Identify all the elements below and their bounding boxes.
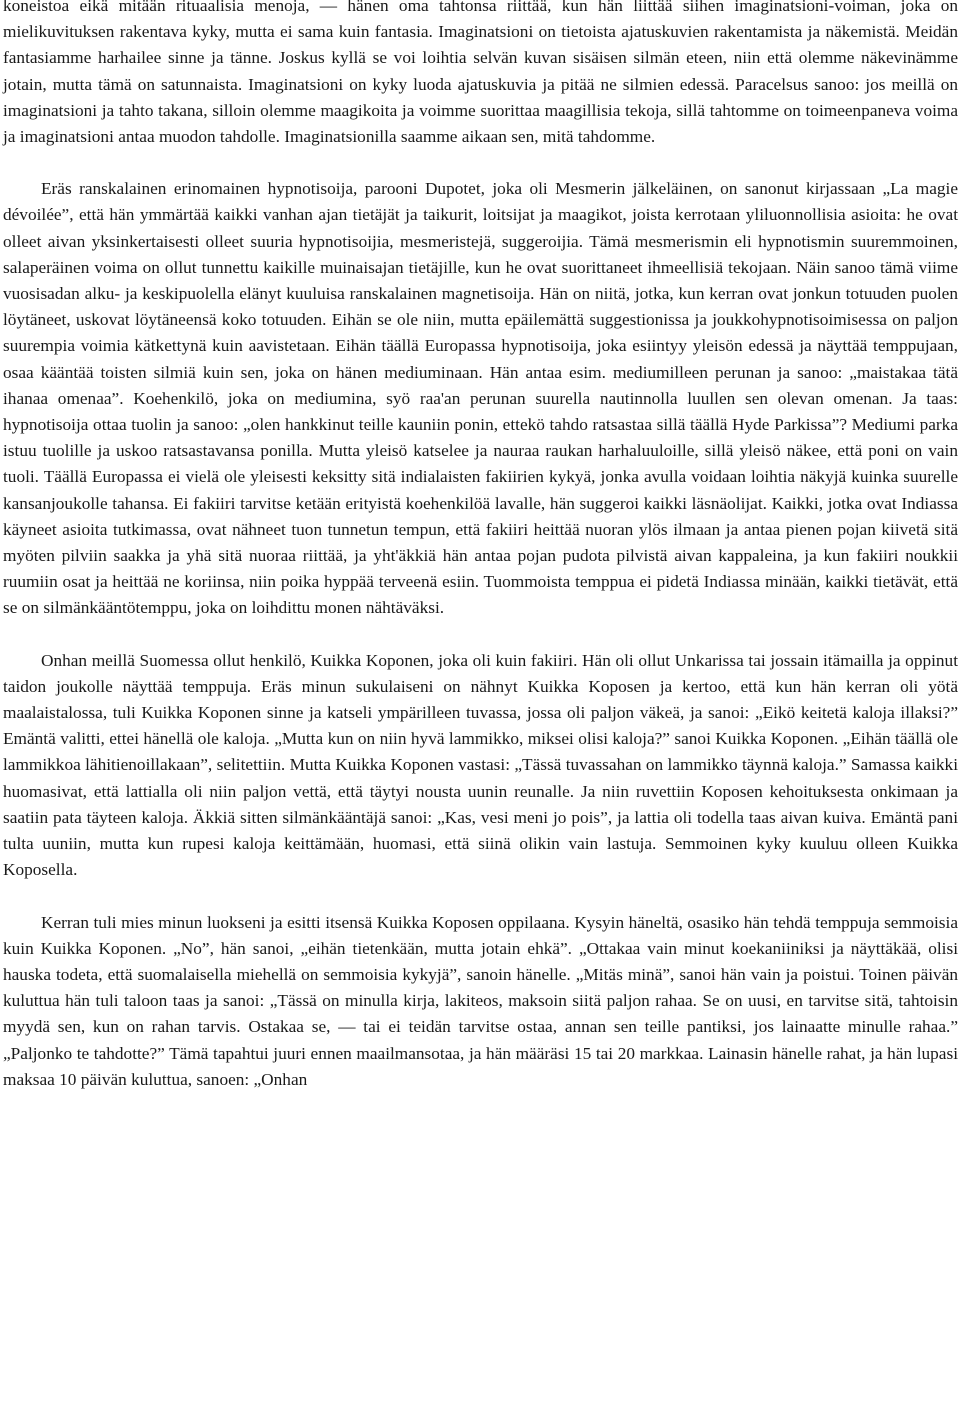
paragraph-4: Kerran tuli mies minun luokseni ja esitti itsensä Kuikka Koposen oppilaana. Kysyin häneltä, osasiko hän tehdä temppuja semmoisia kuin Kuikka Koponen. „No”, hän sanoi, „eihän tietenkään, mutta jotain ehkä”. „Ottakaa vain minut koekaniiniksi ja näyttäkää, olisi hauska todeta, että suomalaisella miehellä on semmoisia kykyjä”, sanoin hänelle. „Mitäs minä”, sanoi hän vain ja poistui. Toinen päivän kuluttua hän tuli taloon taas ja sanoi: „Tässä on minulla kirja, lakiteos, maksoin siitä paljon rahaa. Se on uusi, en tarvitse sitä, tahtoisin myydä sen, kun on rahan tarvis. Ostakaa se, — tai ei teidän tarvitse ostaa, annan sen teille pantiksi, jos lainaatte minulle rahaa.” „Paljonko te tahdotte?” Tämä tapahtui juuri ennen maailmansotaa, ja hän määräsi 15 tai 20 markkaa. Lainasin hänelle rahat, ja hän lupasi maksaa 10 päivän kuluttua, sanoen: „Onhan	[3, 912, 958, 1089]
paragraph-3: Onhan meillä Suomessa ollut henkilö, Kuikka Koponen, joka oli kuin fakiiri. Hän oli ollut Unkarissa tai jossain itämailla ja oppinut taidon joukolle näyttää temppuja. Eräs minun sukulaiseni on nähnyt Kuikka Koposen ja kertoo, että kun hän kerran oli yötä maalaistalossa, tuli Kuikka Koponen sinne ja katseli ympärilleen tuvassa, jossa oli paljon väkeä, ja sanoi: „Eikö keitetä kaloja illaksi?” Emäntä valitti, ettei hänellä ole kaloja. „Mutta kun on niin hyvä lammikko, miksei olisi kaloja?” sanoi Kuikka Koponen. „Eihän täällä ole lammikkoa lähitienoillakaan”, selitettiin. Mutta Kuikka Koponen vastasi: „Tässä tuvassahan on lammikko täynnä kaloja.” Samassa kaikki huomasivat, että lattialla oli niin paljon vettä, että täytyi nousta uunin reunalle. Ja niin ruvettiin Koposen kehoituksesta onkimaan ja saatiin pata täyteen kaloja. Äkkiä sitten silmänkääntäjä sanoi: „Kas, vesi meni jo pois”, ja lattia oli todella taas aivan kuiva. Emäntä pani tulta uuniin, mutta kun rupesi kaloja keittämään, huomasi, että siinä olikin vain lastuja. Semmoinen kyky kuuluu olleen Kuikka Koposella.	[3, 650, 958, 880]
paragraph-1: koneistoa eikä mitään rituaalisia menoja, — hänen oma tahtonsa riittää, kun hän liittää siihen imaginatsioni-voiman, joka on mielikuvituksen rakentava kyky, mutta ei sama kuin fantasia. Imaginatsioni on tietoista ajatuskuvien rakentamista ja näkemistä. Meidän fantasiamme harhailee sinne ja tänne. Joskus kyllä se voi loihtia selvän kuvan sisäisen silmän eteen, niin että olemme näkevinämme jotain, mutta tämä on satunnaista. Imaginatsioni on kyky luoda ajatuskuvia ja pitää ne silmien edessä. Paracelsus sanoo: jos meillä on imaginatsioni ja tahto takana, silloin olemme maagikoita ja voimme suorittaa maagillisia tekoja, sillä tahtomme on toimeenpaneva voima ja imaginatsioni antaa muodon tahdolle. Imaginatsionilla saamme aikaan sen, mitä tahdomme.	[3, 0, 958, 147]
document-page	[3, 0, 958, 1093]
paragraph-2: Eräs ranskalainen erinomainen hypnotisoija, parooni Dupotet, joka oli Mesmerin jälkeläinen, on sanonut kirjassaan „La magie dévoilée”, että hän ymmärtää kaikki vanhan ajan tietäjät ja taikurit, loitsijat ja maagikot, joista kerrotaan yliluonnollisia asioita: he ovat olleet aivan yksinkertaisesti olleet suuria hypnotisoijia, mesmeristejä, suggeroijia. Tämä mesmerismin eli hypnotismin suuremmoinen, salaperäinen voima on ollut tunnettu kaikille muinaisajan tietäjille, kun he ovat suorittaneet ihmeellisiä tekojaan. Näin sanoo tämä viime vuosisadan alku- ja keskipuolella elänyt kuuluisa ranskalainen magnetisoija. Hän on niitä, jotka, kun kerran ovat jonkun totuuden puolen löytäneet, uskovat löytäneensä koko totuuden. Eihän se ole niin, mutta epäilemättä suggestionissa ja joukkohypnotisoimisessa on paljon suurempia voimia kätkettynä kuin aavistetaan. Eihän täällä Europassa hypnotisoija, joka esiintyy yleisön edessä ja näyttää temppujaan, osaa kääntää toisten silmiä kuin sen, joka on hänen mediuminaan. Hän antaa esim. mediumilleen perunan ja sanoo: „maistakaa tätä ihanaa omenaa”. Koehenkilö, joka on mediumina, syö raa'an perunan suurella nautinnolla luullen sen olevan omenan. Ja taas: hypnotisoija ottaa tuolin ja sanoo: „olen hankkinut teille kauniin ponin, ettekö tahdo ratsastaa sillä täällä Hyde Parkissa”? Mediumi parka istuu tuolille ja uskoo ratsastavansa ponilla. Mutta yleisö katselee ja nauraa raukan harhaluuloille, sillä yleisö näkee, että poni on vain tuoli. Täällä Europassa ei vielä ole yleisesti keksitty sitä indialaisten fakiirien kykyä, jonka avulla voidaan loihtia näkyjä kuinka suurelle kansanjoukolle tahansa. Ei fakiiri tarvitse ketään erityistä koehenkilöä lavalle, hän suggeroi kaikki läsnäolijat. Kaikki, jotka ovat Indiassa käyneet asioita tutkimassa, ovat nähneet tuon tunnetun tempun, että fakiiri heittää nuoran ylös ilmaan ja antaa pienen pojan kiivetä sitä myöten pilviin saakka ja yhä sitä nuoraa riittää, ja yht'äkkiä hän antaa pojan pudota pilvistä aivan kappaleina, ja kun fakiiri noukkii ruumiin osat ja heittää ne koriinsa, niin poika hyppää terveenä esiin. Tuommoista temppua ei pidetä Indiassa minään, kaikki tietävät, että se on silmänkääntötemppu, joka on loihdittu monen nähtäväksi.	[3, 179, 958, 618]
